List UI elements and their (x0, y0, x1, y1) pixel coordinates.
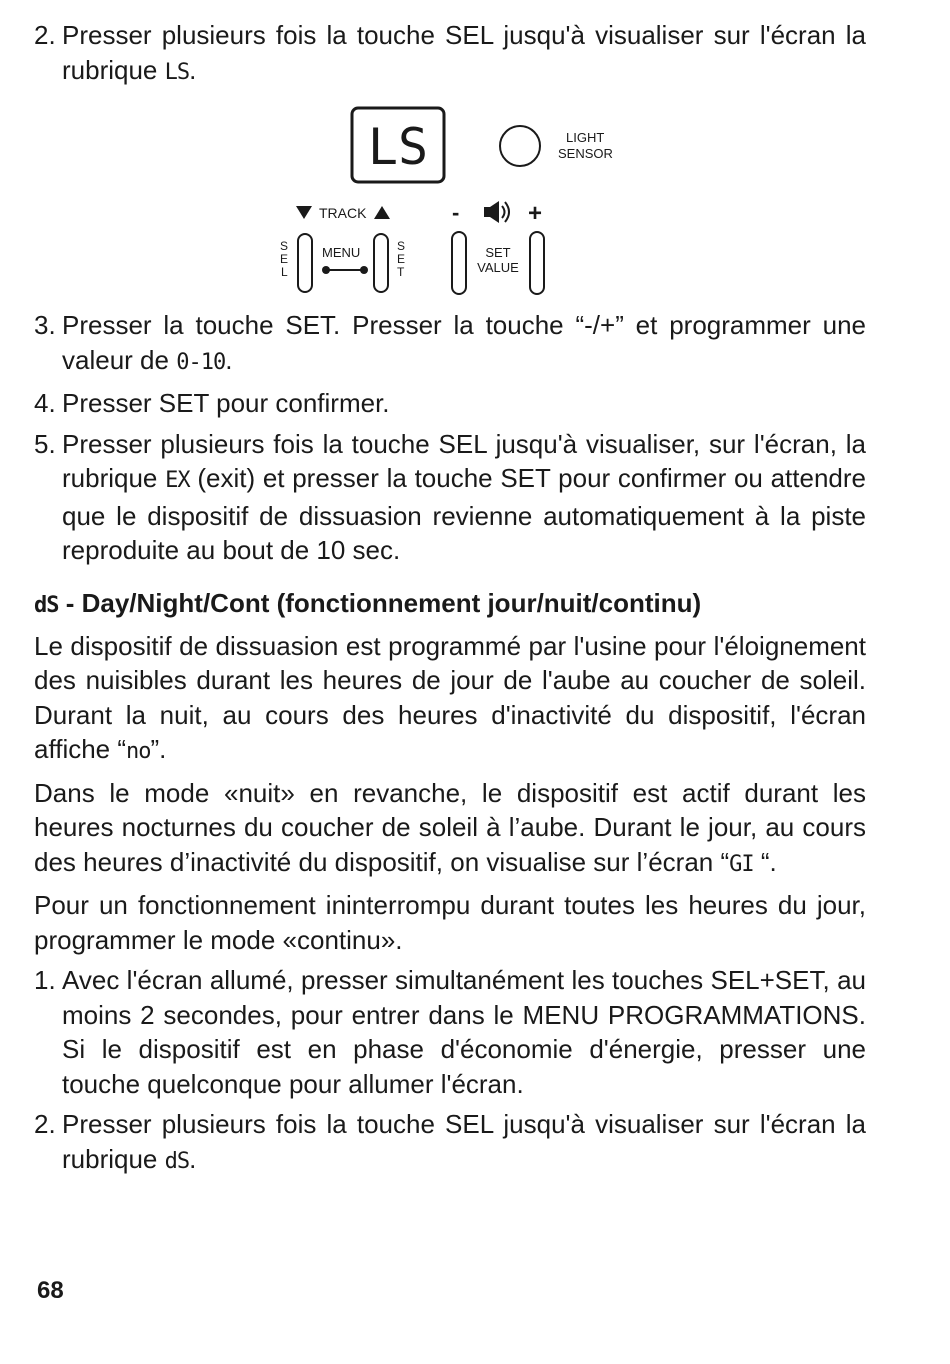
paragraph-tail: ”. (150, 734, 167, 764)
step-tail: . (189, 1143, 197, 1174)
track-up-icon (374, 206, 390, 219)
set-button (374, 234, 388, 292)
display-readout: LS (367, 118, 429, 176)
set-letter: E (397, 252, 406, 266)
set-value-label-1: SET (485, 245, 511, 260)
step-text: Presser la touche SET. Presser la touche “-/+” et programmer une valeur de (62, 310, 866, 375)
step-number: 1. (34, 965, 56, 995)
section-code: dS (34, 592, 59, 618)
page-number: 68 (37, 1277, 64, 1304)
step-tail: . (225, 344, 233, 375)
display-code: 0-10 (176, 349, 226, 375)
light-sensor-icon (500, 126, 540, 166)
step-item (34, 1107, 866, 1179)
step-number: 5. (34, 428, 56, 459)
step-tail: (exit) et presser la touche SET pour confirmer ou attendre que le dispositif de dissuasion revienne automatiquement à la piste reproduite au bout de 10 sec. (62, 463, 866, 565)
control-panel-illustration (34, 102, 866, 302)
minus-label: - (452, 200, 460, 225)
step-text: Presser SET pour confirmer. (62, 388, 390, 418)
display-code: EX (165, 468, 190, 493)
track-down-icon (296, 206, 312, 219)
paragraph (34, 776, 866, 883)
step-item (34, 963, 866, 1101)
section-heading (34, 586, 866, 623)
light-sensor-label-2: SENSOR (558, 146, 613, 161)
step-text: Presser plusieurs fois la touche SEL jusqu'à visualiser sur l'écran la rubrique (62, 1109, 866, 1174)
sel-letter: E (280, 252, 289, 266)
set-value-label-2: VALUE (477, 260, 519, 275)
sel-letter: S (280, 239, 289, 253)
step-number: 2. (34, 1109, 56, 1139)
minus-button (452, 232, 466, 294)
step-tail: . (189, 54, 197, 85)
manual-page (34, 18, 866, 1179)
display-code: LS (164, 59, 190, 85)
paragraph-tail: “. (753, 846, 777, 877)
paragraph-text: Dans le mode «nuit» en revanche, le dispositif est actif durant les heures nocturnes du coucher de soleil à l’aube. Durant le jour, au cours des heures d’inactivité du dispositif, on visualise sur l’écran “ (34, 777, 866, 877)
step-item (34, 427, 866, 568)
display-code: GI (729, 851, 754, 877)
paragraph-text: Le dispositif de dissuasion est programmé par l'usine pour l'éloignement des nuisibles durant les heures de jour de l'aube au coucher de soleil. Durant la nuit, au cours des heures d'inactivité du dispositif, l'écran affiche “ (34, 630, 866, 764)
step-text: Presser plusieurs fois la touche SEL jusqu'à visualiser sur l'écran la rubrique (62, 20, 866, 85)
menu-label: MENU (322, 245, 361, 260)
set-letter: S (397, 239, 406, 253)
paragraph (34, 888, 866, 957)
paragraph-text: Pour un fonctionnement ininterrompu durant toutes les heures du jour, programmer le mode «continu». (34, 890, 866, 955)
step-item (34, 386, 866, 421)
step-number: 2. (34, 20, 56, 50)
step-text: Presser plusieurs fois la touche SEL jusqu'à visualiser, sur l'écran, la rubrique (62, 428, 866, 493)
sel-letter: L (281, 265, 288, 279)
paragraph (34, 629, 866, 770)
track-label: TRACK (319, 205, 367, 221)
plus-label: + (528, 200, 543, 227)
display-code: dS (164, 1148, 190, 1174)
speaker-icon (484, 201, 509, 223)
menu-dot-right (360, 266, 368, 274)
set-letter: T (397, 265, 405, 279)
step-item (34, 308, 866, 380)
control-panel-diagram (34, 102, 866, 302)
step-text: Avec l'écran allumé, presser simultanément les touches SEL+SET, au moins 2 secondes, pour entrer dans le MENU PROGRAMMATIONS. Si le dispositif est en phase d'économie d'énergie, presser une touche quelconque pour allumer l'écran. (62, 965, 866, 1099)
step-number: 4. (34, 388, 56, 418)
plus-button (530, 232, 544, 294)
step-number: 3. (34, 310, 56, 340)
step-item (34, 18, 866, 90)
sel-button (298, 234, 312, 292)
display-code: no (126, 739, 151, 764)
section-title: - Day/Night/Cont (fonctionnement jour/nuit/continu) (58, 587, 702, 618)
light-sensor-label-1: LIGHT (566, 130, 605, 145)
